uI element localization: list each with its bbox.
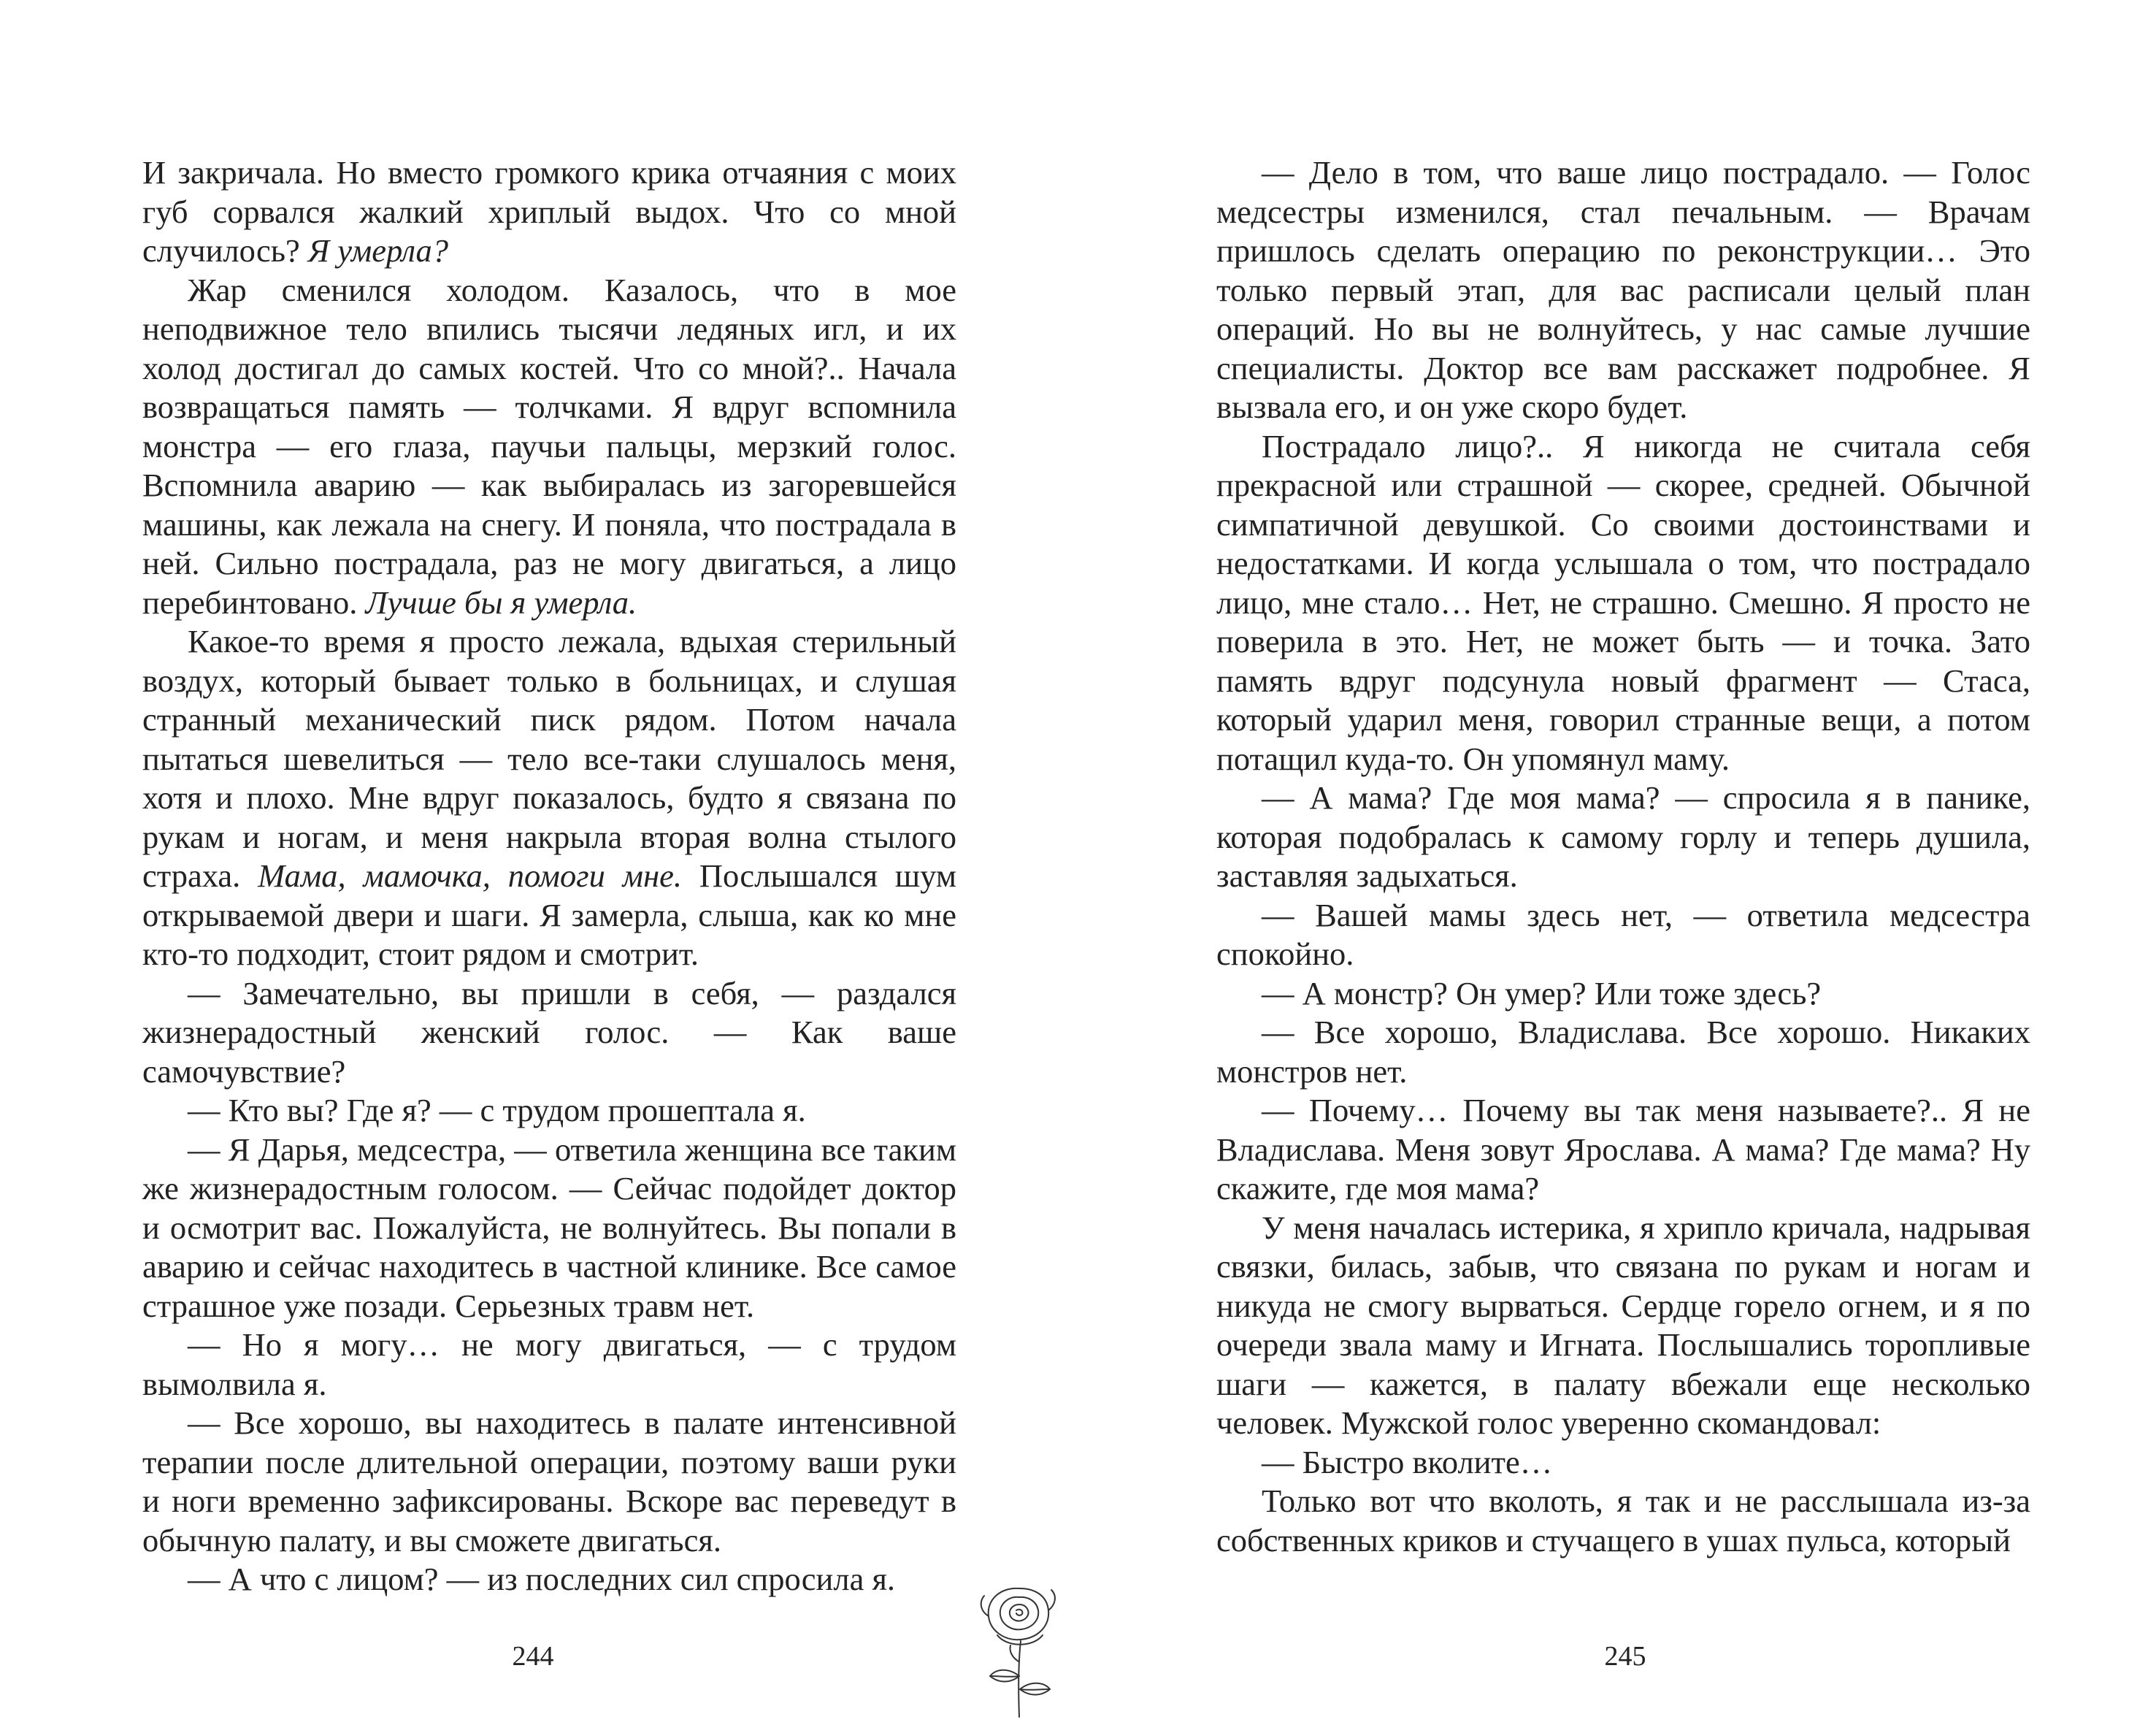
page-number: 245	[1604, 1641, 1646, 1672]
paragraph	[142, 974, 956, 1092]
italic-text: Лучше бы я умерла.	[365, 584, 637, 621]
text-run: — Почему… Почему вы так меня называете?.. Я не Владислава. Меня зовут Ярослава. А мама? Где мама? Ну скажите, где моя мама?	[1216, 1092, 2030, 1206]
text-run: Какое-то время я просто лежала, вдыхая стерильный воздух, который бывает только в больницах, и слушая странный механический писк рядом. Потом начала пытаться шевелиться — тело все-таки слушалось меня, хотя и плохо. Мне вдруг показалось, будто я связана по рукам и ногам, и меня накрыла вторая волна стылого страха.	[142, 623, 956, 894]
paragraph	[1216, 1482, 2030, 1560]
paragraph	[1216, 427, 2030, 779]
paragraph	[142, 1131, 956, 1326]
paragraph	[1216, 1091, 2030, 1209]
text-run: — Быстро вколите…	[1262, 1443, 1553, 1480]
text-run: — Все хорошо, Владислава. Все хорошо. Никаких монстров нет.	[1216, 1014, 2030, 1090]
paragraph	[142, 1326, 956, 1404]
text-run: Жар сменился холодом. Казалось, что в мое неподвижное тело впились тысячи ледяных игл, и их холод достигал до самых костей. Что со мной?.. Начала возвращаться память — толчками. Я вдруг вспомнила монстра — его глаза, паучьи пальцы, мерзкий голос. Вспомнила аварию — как выбиралась из загоревшейся машины, как лежала на снегу. И поняла, что пострадала в ней. Сильно пострадала, раз не могу двигаться, а лицо перебинтовано.	[142, 271, 956, 621]
text-run: — А что с лицом? — из последних сил спросила я.	[188, 1561, 896, 1597]
left-page-text	[142, 153, 956, 1599]
text-run: Только вот что вколоть, я так и не расслышала из-за собственных криков и стучащего в ушах пульса, который	[1216, 1483, 2030, 1558]
paragraph	[1216, 153, 2030, 427]
paragraph	[142, 622, 956, 974]
paragraph	[1216, 1209, 2030, 1443]
right-page	[1078, 0, 2156, 1725]
paragraph	[1216, 1013, 2030, 1091]
paragraph	[1216, 1443, 2030, 1483]
text-run: — А монстр? Он умер? Или тоже здесь?	[1262, 974, 1822, 1011]
page-number: 244	[512, 1641, 554, 1672]
text-run: — Все хорошо, вы находитесь в палате интенсивной терапии после длительной операции, поэтому ваши руки и ноги временно зафиксированы. Вскоре вас переведут в обычную палату, и вы сможете двигаться.	[142, 1404, 956, 1558]
text-run: Пострадало лицо?.. Я никогда не считала себя прекрасной или страшной — скорее, средней. Обычной симпатичной девушкой. Со своими достоинствами и недостатками. И когда услышала о том, что пострадало лицо, мне стало… Нет, не страшно. Смешно. Я просто не поверила в это. Нет, не может быть — и точка. Зато память вдруг подсунула новый фрагмент — Стаса, который ударил меня, говорил странные вещи, а потом потащил куда-то. Он упомянул маму.	[1216, 427, 2030, 777]
text-run: — Но я могу… не могу двигаться, — с трудом вымолвила я.	[142, 1326, 956, 1402]
paragraph	[142, 271, 956, 623]
text-run: — Вашей мамы здесь нет, — ответила медсестра спокойно.	[1216, 896, 2030, 972]
text-run: И закричала. Но вместо громкого крика отчаяния с моих губ сорвался жалкий хриплый выдох. Что со мной случилось?	[142, 154, 956, 269]
text-run: — Замечательно, вы пришли в себя, — раздался жизнерадостный женский голос. — Как ваше самочувствие?	[142, 974, 956, 1090]
paragraph	[1216, 974, 2030, 1014]
paragraph	[142, 1404, 956, 1560]
text-run: У меня началась истерика, я хрипло кричала, надрывая связки, билась, забыв, что связана по рукам и ногам и никуда не смогу вырваться. Сердце горело огнем, и я по очереди звала маму и Игната. Послышались торопливые шаги — кажется, в палату вбежали еще несколько человек. Мужской голос уверенно скомандовал:	[1216, 1209, 2030, 1441]
text-run: — Кто вы? Где я? — с трудом прошептала я.	[188, 1092, 806, 1128]
paragraph	[1216, 779, 2030, 896]
text-run: Послышался шум открываемой двери и шаги. Я замерла, слыша, как ко мне кто-то подходит, стоит рядом и смотрит.	[142, 857, 956, 972]
paragraph	[1216, 896, 2030, 974]
paragraph	[142, 153, 956, 271]
italic-text: Мама, мамочка, помоги мне.	[258, 857, 683, 894]
italic-text: Я умерла?	[307, 232, 449, 269]
paragraph	[142, 1091, 956, 1131]
right-page-text	[1216, 153, 2030, 1560]
text-run: — Дело в том, что ваше лицо пострадало. — Голос медсестры изменился, стал печальным. — Врачам пришлось сделать операцию по реконструкции… Это только первый этап, для вас расписали целый план операций. Но вы не волнуйтесь, у нас самые лучшие специалисты. Доктор все вам расскажет подробнее. Я вызвала его, и он уже скоро будет.	[1216, 154, 2030, 425]
paragraph	[142, 1560, 956, 1599]
rose-icon	[968, 1574, 1070, 1720]
text-run: — Я Дарья, медсестра, — ответила женщина все таким же жизнерадостным голосом. — Сейчас подойдет доктор и осмотрит вас. Пожалуйста, не волнуйтесь. Вы попали в аварию и сейчас находитесь в частной клинике. Все самое страшное уже позади. Серьезных травм нет.	[142, 1131, 956, 1324]
text-run: — А мама? Где моя мама? — спросила я в панике, которая подобралась к самому горлу и теперь душила, заставляя задыхаться.	[1216, 779, 2030, 894]
